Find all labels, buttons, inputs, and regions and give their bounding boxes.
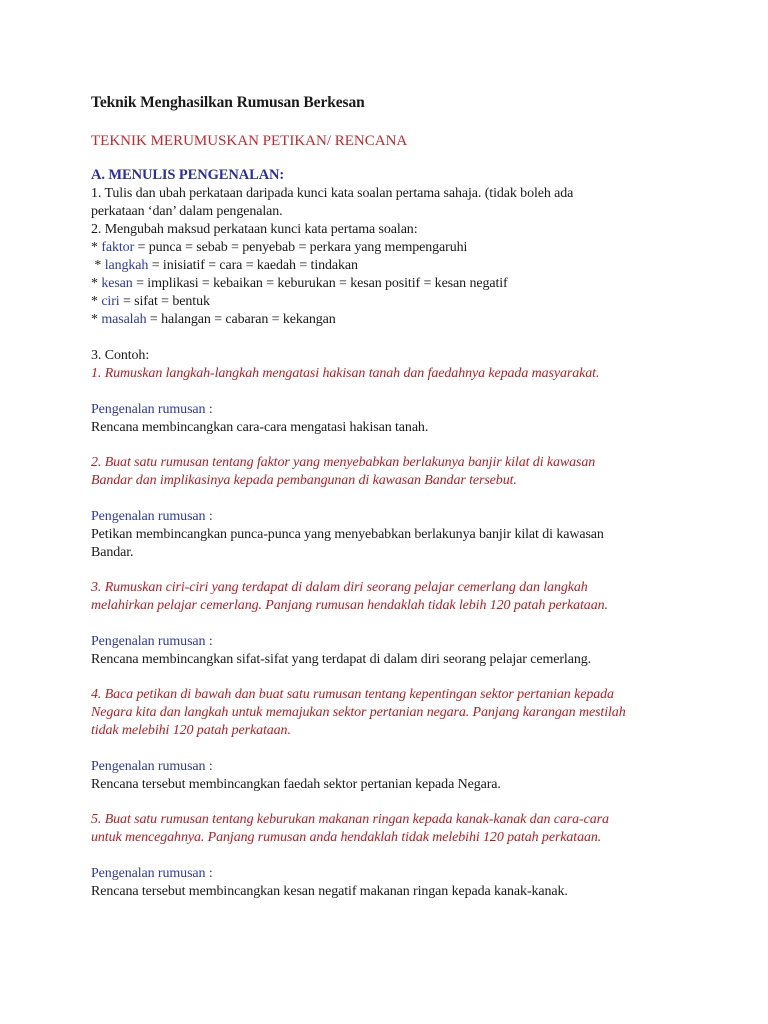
example-3-question-line-2: melahirkan pelajar cemerlang. Panjang rumusan hendaklah tidak lebih 120 patah perkataan.	[91, 598, 608, 613]
example-4-question-line-2: Negara kita dan langkah untuk memajukan sektor pertanian negara. Panjang karangan mestilah	[91, 705, 626, 720]
example-4-question-line-3: tidak melebihi 120 patah perkataan.	[91, 723, 291, 738]
example-1-question-line-1: 1. Rumuskan langkah-langkah mengatasi hakisan tanah dan faedahnya kepada masyarakat.	[91, 366, 600, 381]
synonym-line-ciri	[91, 293, 210, 311]
example-1-answer-line-1: Rencana membincangkan cara-cara mengatasi hakisan tanah.	[91, 420, 429, 435]
synonym-values: = implikasi = kebaikan = keburukan = kesan positif = kesan negatif	[132, 276, 508, 291]
synonym-line-faktor	[91, 239, 467, 257]
example-3-answer-line-1: Rencana membincangkan sifat-sifat yang terdapat di dalam diri seorang pelajar cemerlang.	[91, 652, 592, 667]
synonym-bullet: *	[91, 258, 105, 273]
synonym-key: ciri	[101, 294, 120, 309]
synonym-line-masalah	[91, 311, 336, 329]
synonym-bullet: *	[91, 294, 102, 309]
step-1-line-2: perkataan ‘dan’ dalam pengenalan.	[91, 204, 283, 219]
example-5-intro-label: Pengenalan rumusan :	[91, 866, 213, 881]
synonym-values: = halangan = cabaran = kekangan	[146, 312, 336, 327]
step-3: 3. Contoh:	[91, 348, 150, 363]
synonym-values: = inisiatif = cara = kaedah = tindakan	[148, 258, 358, 273]
document-subtitle: TEKNIK MERUMUSKAN PETIKAN/ RENCANA	[91, 133, 408, 149]
example-2-question-line-1: 2. Buat satu rumusan tentang faktor yang menyebabkan berlakunya banjir kilat di kawasan	[91, 455, 596, 470]
example-3-question-line-1: 3. Rumuskan ciri-ciri yang terdapat di dalam diri seorang pelajar cemerlang dan langkah	[91, 580, 588, 595]
example-2-answer-line-1: Petikan membincangkan punca-punca yang menyebabkan berlakunya banjir kilat di kawasan	[91, 527, 604, 542]
step-2: 2. Mengubah maksud perkataan kunci kata pertama soalan:	[91, 222, 418, 237]
example-5-question-line-2: untuk mencegahnya. Panjang rumusan anda hendaklah tidak melebihi 120 patah perkataan.	[91, 830, 602, 845]
synonym-line-langkah	[91, 257, 358, 275]
synonym-bullet: *	[91, 240, 102, 255]
synonym-key: faktor	[101, 240, 135, 255]
example-2-intro-label: Pengenalan rumusan :	[91, 509, 213, 524]
example-5-answer-line-1: Rencana tersebut membincangkan kesan negatif makanan ringan kepada kanak-kanak.	[91, 884, 568, 899]
step-1-line-1: 1. Tulis dan ubah perkataan daripada kunci kata soalan pertama sahaja. (tidak boleh ada	[91, 186, 574, 201]
section-heading: A. MENULIS PENGENALAN:	[91, 167, 285, 183]
synonym-bullet: *	[91, 312, 102, 327]
example-4-intro-label: Pengenalan rumusan :	[91, 759, 213, 774]
example-4-answer-line-1: Rencana tersebut membincangkan faedah sektor pertanian kepada Negara.	[91, 777, 501, 792]
example-3-intro-label: Pengenalan rumusan :	[91, 634, 213, 649]
example-1-intro-label: Pengenalan rumusan :	[91, 402, 213, 417]
synonym-bullet: *	[91, 276, 102, 291]
example-5-question-line-1: 5. Buat satu rumusan tentang keburukan makanan ringan kepada kanak-kanak dan cara-cara	[91, 812, 609, 827]
synonym-values: = sifat = bentuk	[119, 294, 210, 309]
synonym-line-kesan	[91, 275, 508, 293]
synonym-key: kesan	[101, 276, 133, 291]
synonym-key: langkah	[104, 258, 149, 273]
example-4-question-line-1: 4. Baca petikan di bawah dan buat satu rumusan tentang kepentingan sektor pertanian kepada	[91, 687, 614, 702]
example-2-answer-line-2: Bandar.	[91, 545, 134, 560]
synonym-values: = punca = sebab = penyebab = perkara yang mempengaruhi	[134, 240, 468, 255]
synonym-key: masalah	[101, 312, 147, 327]
document-title: Teknik Menghasilkan Rumusan Berkesan	[91, 94, 365, 111]
example-2-question-line-2: Bandar dan implikasinya kepada pembangunan di kawasan Bandar tersebut.	[91, 473, 517, 488]
